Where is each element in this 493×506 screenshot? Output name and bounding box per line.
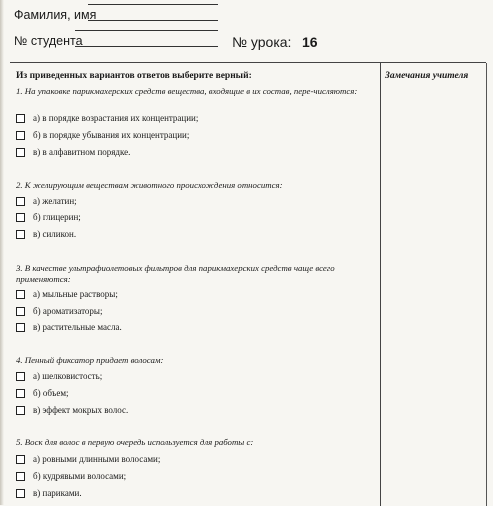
right-border: [486, 63, 487, 506]
option-1b[interactable]: б) в порядке убывания их концентрации;: [16, 130, 189, 141]
name-field[interactable]: [88, 20, 218, 21]
option-3a[interactable]: а) мыльные растворы;: [16, 289, 118, 300]
checkbox[interactable]: [16, 389, 25, 398]
answer-sheet: [10, 62, 486, 506]
checkbox[interactable]: [16, 307, 25, 316]
option-1c[interactable]: в) в алфавитном порядке.: [16, 147, 130, 158]
option-5b[interactable]: б) кудрявыми волосами;: [16, 471, 126, 482]
checkbox[interactable]: [16, 230, 25, 239]
instructions: Из приведенных вариантов ответов выберите верный:: [16, 71, 252, 81]
option-5a[interactable]: а) ровными длинными волосами;: [16, 454, 160, 465]
option-4c[interactable]: в) эффект мокрых волос.: [16, 405, 128, 416]
option-3c[interactable]: в) растительные масла.: [16, 322, 122, 333]
checkbox[interactable]: [16, 489, 25, 498]
option-1a[interactable]: а) в порядке возрастания их концентрации;: [16, 113, 198, 124]
checkbox[interactable]: [16, 131, 25, 140]
binder-edge: [0, 0, 4, 505]
lesson-number: 16: [302, 34, 318, 50]
checkbox[interactable]: [16, 213, 25, 222]
option-4b[interactable]: б) объем;: [16, 388, 69, 399]
checkbox[interactable]: [16, 114, 25, 123]
column-divider: [380, 63, 381, 506]
option-3b[interactable]: б) ароматизаторы;: [16, 306, 102, 317]
name-top-line: [88, 4, 218, 5]
question-4: 4. Пенный фиксатор придает волосам:: [16, 355, 164, 365]
student-field[interactable]: [75, 46, 218, 47]
option-2c[interactable]: в) силикон.: [16, 229, 76, 240]
checkbox[interactable]: [16, 323, 25, 332]
question-2: 2. К желирующим веществам животного происхождения относится:: [16, 180, 283, 190]
checkbox[interactable]: [16, 197, 25, 206]
checkbox[interactable]: [16, 372, 25, 381]
option-2a[interactable]: а) желатин;: [16, 196, 77, 207]
checkbox[interactable]: [16, 406, 25, 415]
option-5c[interactable]: в) париками.: [16, 488, 82, 499]
checkbox[interactable]: [16, 455, 25, 464]
checkbox[interactable]: [16, 148, 25, 157]
option-2b[interactable]: б) глицерин;: [16, 212, 81, 223]
question-1: 1. На упаковке парикмахерских средств вещества, входящие в их состав, пере-числяются:: [16, 86, 358, 96]
lesson-label: № урока:: [232, 34, 292, 50]
checkbox[interactable]: [16, 290, 25, 299]
checkbox[interactable]: [16, 472, 25, 481]
question-3: 3. В качестве ультрафиолетовых фильтров для парикмахерских средств чаще всего применяются:: [16, 263, 335, 284]
teacher-notes-heading: Замечания учителя: [385, 71, 469, 81]
option-4a[interactable]: а) шелковистость;: [16, 371, 102, 382]
question-5: 5. Воск для волос в первую очередь используется для работы с:: [16, 437, 254, 447]
name-label: Фамилия, имя: [14, 8, 97, 22]
student-top-line: [75, 30, 218, 31]
student-label: № студента: [14, 34, 83, 48]
